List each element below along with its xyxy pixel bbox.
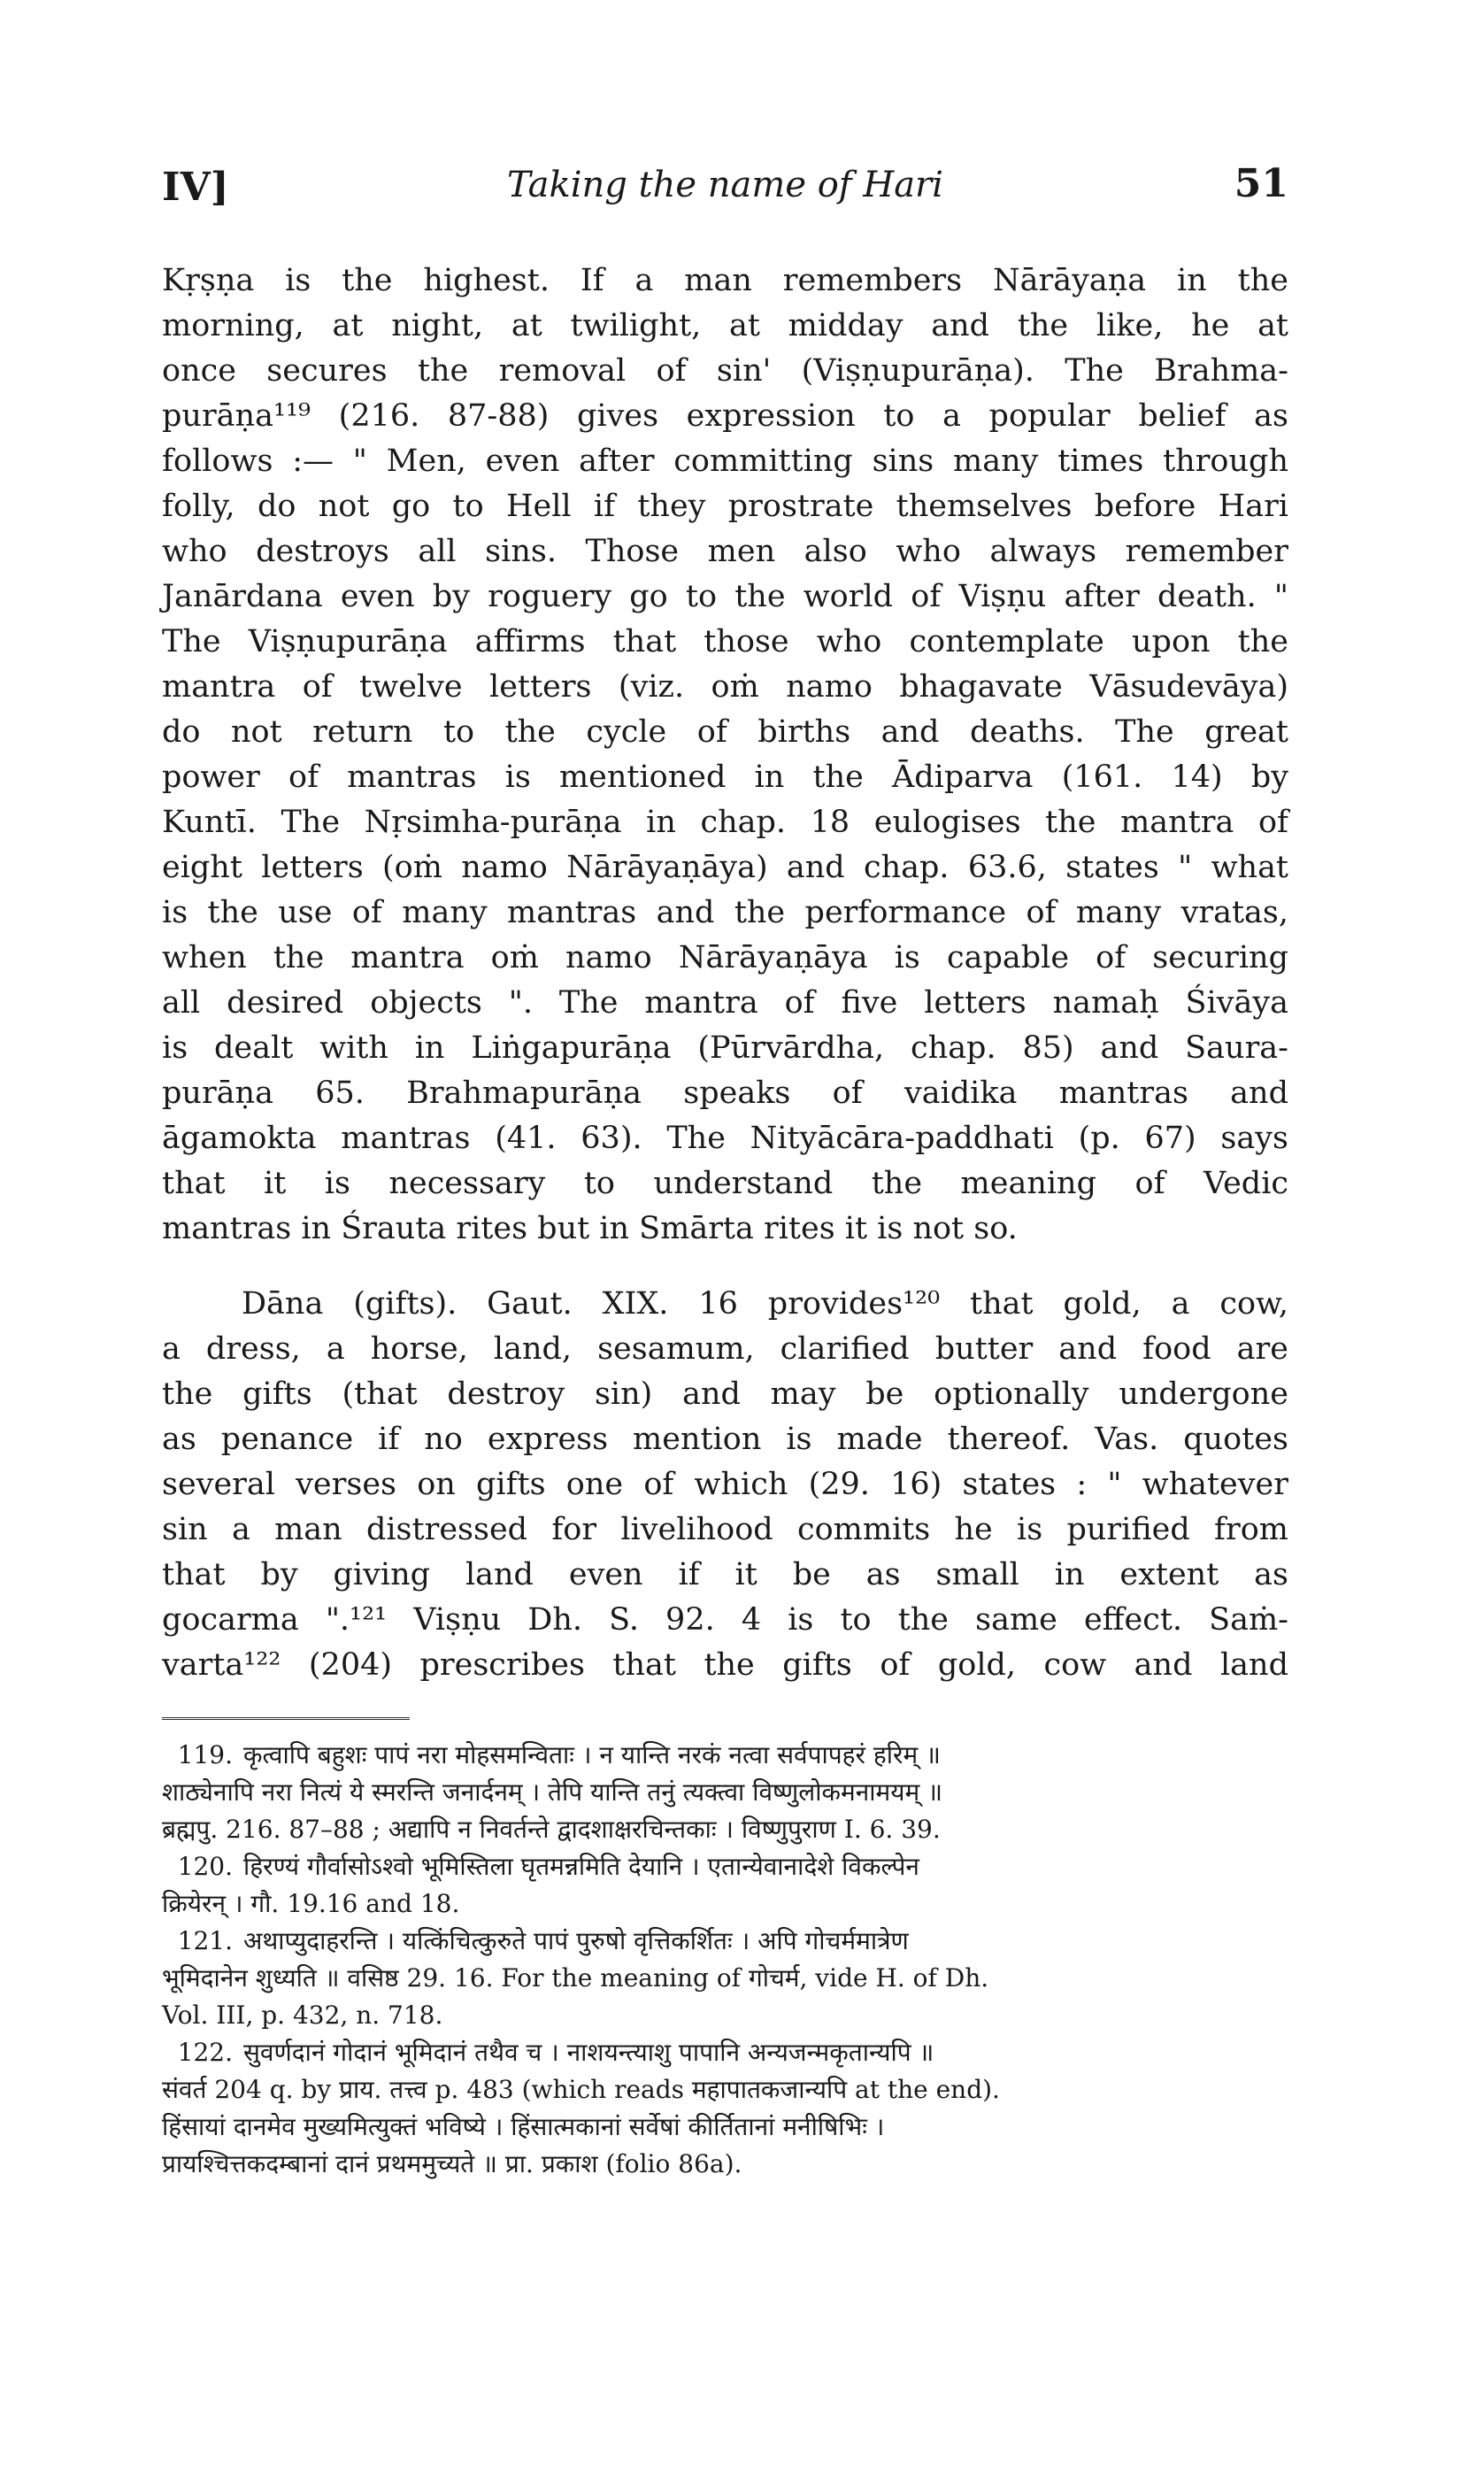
page-number: 51 xyxy=(1234,161,1288,206)
running-title: Taking the name of Hari xyxy=(507,165,943,205)
footnote-rule xyxy=(162,1717,410,1720)
footnote-text: हिरण्यं गौर्वासोऽश्वो भूमिस्तिला घृतमन्नमिति देयानि । एतान्येवानादेशे विकल्पेन xyxy=(243,1852,919,1881)
text-line: that by giving land even if it be as small in extent as xyxy=(162,1557,1288,1592)
text-line: mantra of twelve letters (viz. oṁ namo bhagavate Vāsudevāya) xyxy=(162,669,1288,705)
text-line: eight letters (oṁ namo Nārāyaṇāya) and chap. 63.6, states " what xyxy=(162,850,1288,885)
footnote-number: 122. xyxy=(177,2038,233,2067)
footnote-text: ब्रह्मपु. 216. 87–88 ; अद्यापि न निवर्तन्ते द्वादशाक्षरचिन्तकाः । विष्णुपुराण I. 6. 39. xyxy=(162,1815,941,1844)
text-line: Kuntī. The Nṛsimha-purāṇa in chap. 18 eulogises the mantra of xyxy=(162,805,1288,840)
text-line: as penance if no express mention is made thereof. Vas. quotes xyxy=(162,1422,1288,1457)
text-line: all desired objects ". The mantra of five letters namaḥ Śivāya xyxy=(162,985,1288,1021)
text-line: āgamokta mantras (41. 63). The Nityācāra-paddhati (p. 67) says xyxy=(162,1121,1288,1156)
footnote-text: भूमिदानेन शुध्यति ॥ वसिष्ठ 29. 16. For the meaning of गोचर्म, vide H. of Dh. xyxy=(162,1963,989,1993)
footnote-text: कृत्वापि बहुशः पापं नरा मोहसमन्विताः । न यान्ति नरकं नत्वा सर्वपापहरं हरिम् ॥ xyxy=(243,1740,941,1769)
text-line: gocarma ".¹²¹ Viṣṇu Dh. S. 92. 4 is to the same effect. Saṁ- xyxy=(162,1602,1288,1638)
text-line: follows :— " Men, even after committing sins many times through xyxy=(162,443,1288,479)
text-line: a dress, a horse, land, sesamum, clarified butter and food are xyxy=(162,1331,1288,1367)
footnote-number: 120. xyxy=(177,1852,233,1881)
footnote-text: प्रायश्चित्तकदम्बानां दानं प्रथममुच्यते ॥ प्रा. प्रकाश (folio 86a). xyxy=(162,2149,742,2178)
paragraph-2 xyxy=(162,1282,1288,1688)
footnote-text: हिंसायां दानमेव मुख्यमित्युक्तं भविष्ये । हिंसात्मकानां सर्वेषां कीर्तितानां मनीषिभिः । xyxy=(162,2112,885,2141)
running-header xyxy=(162,156,1288,218)
text-line: power of mantras is mentioned in the Ādiparva (161. 14) by xyxy=(162,759,1288,795)
text-line: once secures the removal of sin' (Viṣṇupurāṇa). The Brahma- xyxy=(162,353,1288,389)
footnote-122 xyxy=(162,2034,1288,2183)
text-line: that it is necessary to understand the meaning of Vedic xyxy=(162,1166,1288,1201)
text-line: is dealt with in Liṅgapurāṇa (Pūrvārdha, chap. 85) and Saura- xyxy=(162,1030,1288,1066)
text-line: folly, do not go to Hell if they prostrate themselves before Hari xyxy=(162,489,1288,524)
paragraph-1 xyxy=(162,258,1288,1252)
footnote-text: Vol. III, p. 432, n. 718. xyxy=(162,2001,443,2030)
footnote-120 xyxy=(162,1848,1288,1923)
text-line: The Viṣṇupurāṇa affirms that those who contemplate upon the xyxy=(162,624,1288,659)
footnote-text: शाठ्येनापि नरा नित्यं ये स्मरन्ति जनार्दनम् । तेपि यान्ति तनुं त्यक्त्वा विष्णुलोकमनामयम् ॥ xyxy=(162,1777,942,1807)
footnote-text: अथाप्युदाहरन्ति । यत्किंचित्कुरुते पापं पुरुषो वृत्तिकर्शितः । अपि गोचर्ममात्रेण xyxy=(243,1926,909,1955)
text-line: purāṇa¹¹⁹ (216. 87-88) gives expression to a popular belief as xyxy=(162,398,1288,434)
body-text xyxy=(162,258,1288,1688)
text-line: morning, at night, at twilight, at midday and the like, he at xyxy=(162,308,1288,343)
text-line: do not return to the cycle of births and deaths. The great xyxy=(162,714,1288,750)
footnote-text: सुवर्णदानं गोदानं भूमिदानं तथैव च । नाशयन्त्याशु पापानि अन्यजन्मकृतान्यपि ॥ xyxy=(243,2038,934,2067)
footnote-119 xyxy=(162,1737,1288,1848)
text-line: Janārdana even by roguery go to the world of Viṣṇu after death. " xyxy=(162,579,1288,614)
footnote-text: संवर्त 204 q. by प्राय. तत्त्व p. 483 (which reads महापातकजान्यपि at the end). xyxy=(162,2075,1000,2104)
text-line: sin a man distressed for livelihood commits he is purified from xyxy=(162,1512,1288,1547)
text-line: the gifts (that destroy sin) and may be optionally undergone xyxy=(162,1376,1288,1412)
text-line: several verses on gifts one of which (29. 16) states : " whatever xyxy=(162,1467,1288,1502)
footnote-number: 119. xyxy=(177,1740,233,1769)
text-line: purāṇa 65. Brahmapurāṇa speaks of vaidika mantras and xyxy=(162,1075,1288,1111)
text-line: Kṛṣṇa is the highest. If a man remembers Nārāyaṇa in the xyxy=(162,263,1288,298)
footnote-text: क्रियेरन् । गौ. 19.16 and 18. xyxy=(162,1889,460,1918)
text-line: is the use of many mantras and the performance of many vratas, xyxy=(162,895,1288,930)
chapter-marker: IV] xyxy=(162,165,229,210)
text-line: mantras in Śrauta rites but in Smārta rites it is not so. xyxy=(162,1211,1018,1246)
text-line: when the mantra oṁ namo Nārāyaṇāya is capable of securing xyxy=(162,940,1288,975)
text-line: varta¹²² (204) prescribes that the gifts of gold, cow and land xyxy=(162,1647,1288,1683)
text-line: Dāna (gifts). Gaut. XIX. 16 provides¹²⁰ that gold, a cow, xyxy=(242,1286,1288,1322)
footnote-number: 121. xyxy=(177,1926,233,1955)
text-line: who destroys all sins. Those men also who always remember xyxy=(162,534,1288,569)
footnote-121 xyxy=(162,1923,1288,2034)
footnotes xyxy=(162,1737,1288,2183)
paragraph-gap xyxy=(162,1252,1288,1282)
